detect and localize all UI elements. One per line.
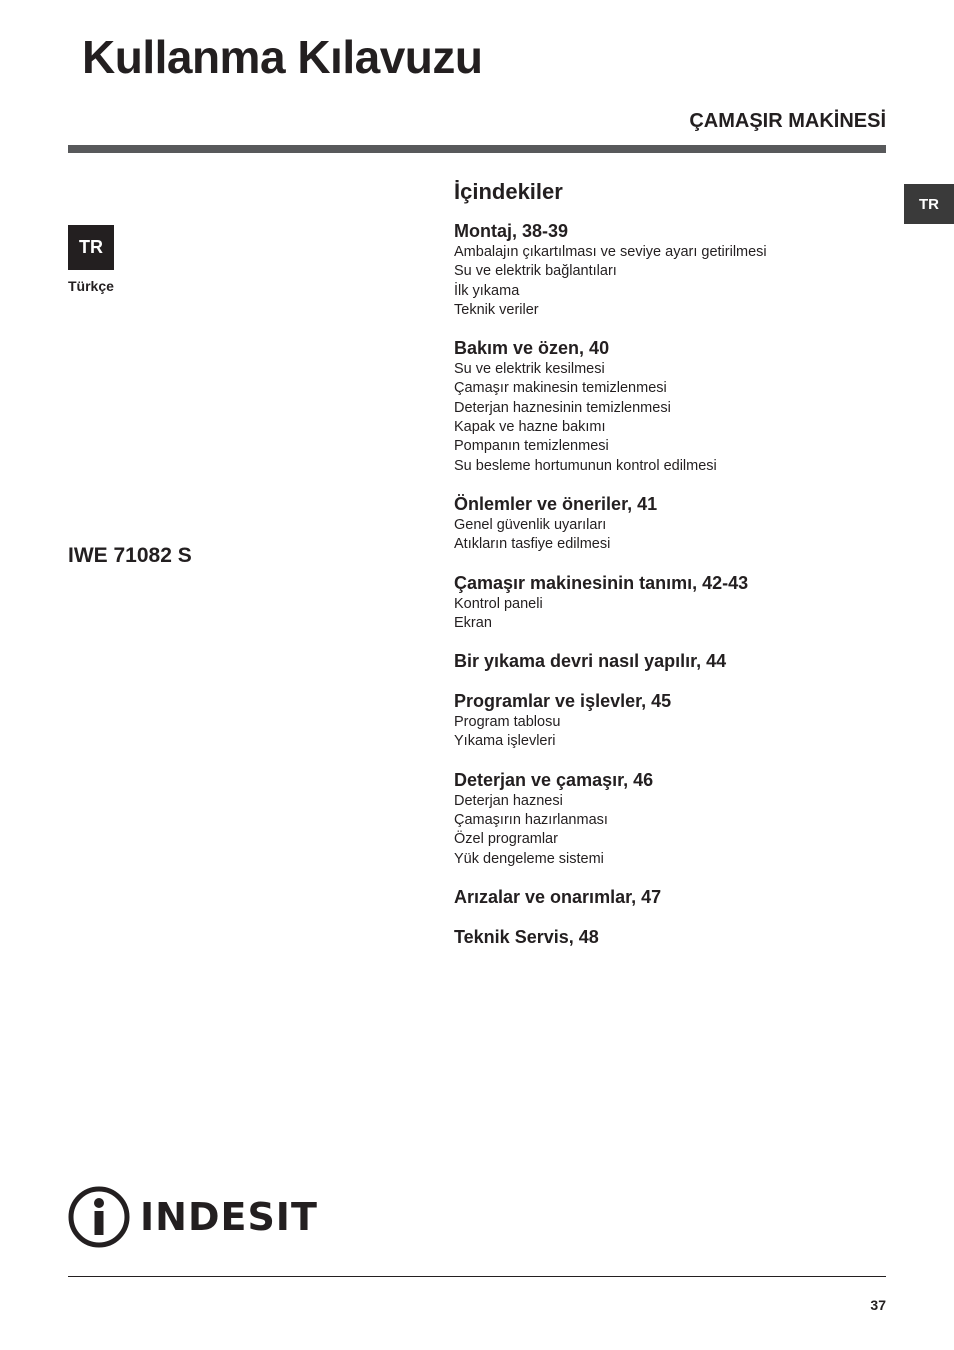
toc-section-title: Programlar ve işlevler, 45 (454, 691, 672, 712)
toc-section (454, 650, 874, 673)
toc-section-title: Montaj, 38-39 (454, 221, 569, 241)
brand-logo (68, 1186, 318, 1248)
page-number: 37 (870, 1297, 886, 1313)
language-name: Türkçe (68, 278, 114, 294)
language-badge: TR (68, 225, 114, 270)
toc-item: Kontrol paneli (454, 595, 543, 612)
toc-section-title: Teknik Servis, 48 (454, 926, 599, 947)
language-side-tab: TR (904, 184, 954, 224)
toc-item: Deterjan haznesinin temizlenmesi (454, 399, 671, 416)
toc-item: Ekran (454, 614, 492, 631)
toc-item: Su besleme hortumunun kontrol edilmesi (454, 457, 717, 474)
toc-section (454, 220, 874, 320)
toc-item: Pompanın temizlenmesi (454, 438, 609, 455)
toc-item: İlk yıkama (454, 282, 520, 299)
toc-section-title: Çamaşır makinesinin tanımı, 42-43 (454, 572, 749, 593)
toc-item: Genel güvenlik uyarıları (454, 516, 607, 533)
toc-section (454, 337, 874, 476)
header-divider (68, 145, 886, 153)
toc-item: Su ve elektrik kesilmesi (454, 361, 605, 378)
toc-section (454, 493, 874, 555)
toc-item: Deterjan haznesi (454, 792, 563, 809)
toc-section-title: Deterjan ve çamaşır, 46 (454, 769, 654, 790)
toc-heading: İçindekiler (454, 179, 563, 204)
toc-item: Yıkama işlevleri (454, 733, 556, 750)
model-number: IWE 71082 S (68, 544, 192, 567)
toc-section (454, 886, 874, 909)
table-of-contents (454, 220, 874, 966)
toc-section-title: Bir yıkama devri nasıl yapılır, 44 (454, 651, 727, 672)
toc-section (454, 769, 874, 869)
toc-item: Atıkların tasfiye edilmesi (454, 536, 611, 553)
brand-name: INDESIT (140, 1195, 318, 1239)
toc-item: Su ve elektrik bağlantıları (454, 263, 617, 280)
indesit-i-icon (68, 1186, 130, 1248)
toc-item: Çamaşır makinesin temizlenmesi (454, 380, 667, 397)
toc-item: Kapak ve hazne bakımı (454, 419, 606, 436)
toc-section (454, 926, 874, 949)
toc-section (454, 572, 874, 634)
toc-item: Çamaşırın hazırlanması (454, 812, 608, 829)
toc-section (454, 690, 874, 752)
toc-item: Özel programlar (454, 831, 558, 848)
toc-item: Teknik veriler (454, 301, 539, 318)
footer-divider (68, 1276, 886, 1277)
toc-item: Program tablosu (454, 714, 561, 731)
product-type: ÇAMAŞIR MAKİNESİ (689, 110, 886, 132)
toc-section-title: Arızalar ve onarımlar, 47 (454, 886, 662, 907)
toc-section-title: Bakım ve özen, 40 (454, 338, 610, 359)
toc-section-title: Önlemler ve öneriler, 41 (454, 493, 658, 514)
toc-item: Yük dengeleme sistemi (454, 850, 604, 867)
toc-item: Ambalajın çıkartılması ve seviye ayarı getirilmesi (454, 244, 767, 260)
page-title: Kullanma Kılavuzu (82, 31, 483, 83)
